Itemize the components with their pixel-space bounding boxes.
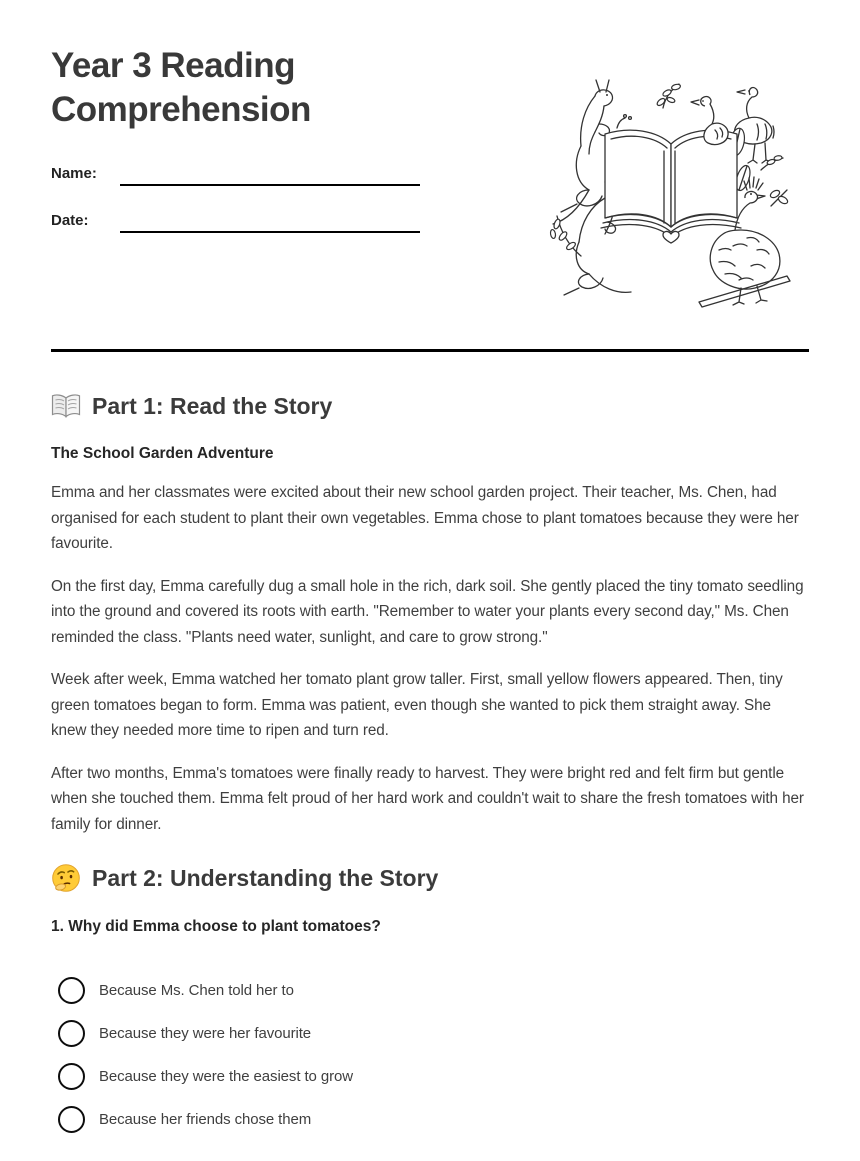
story-paragraph: On the first day, Emma carefully dug a small hole in the rich, dark soil. She gently placed the tiny tomato seedling into the ground and covered its roots with earth. "Remember to water your plants every second day," Ms. Chen reminded the class. "Plants need water, sunlight, and care to grow strong.": [51, 577, 804, 646]
open-book-icon: [51, 393, 81, 420]
radio-button[interactable]: [58, 1020, 85, 1047]
name-label: Name:: [51, 165, 97, 182]
part1-heading-text: Part 1: Read the Story: [92, 393, 333, 419]
header: [0, 0, 860, 352]
radio-button[interactable]: [58, 1106, 85, 1133]
option-label: Because Ms. Chen told her to: [99, 982, 294, 999]
part2-heading: [51, 862, 809, 894]
part1-heading: [51, 390, 809, 422]
date-field: [51, 207, 420, 233]
radio-option-4[interactable]: [51, 1106, 809, 1133]
illustration-svg: [543, 66, 801, 310]
radio-option-1[interactable]: [51, 977, 809, 1004]
option-label: Because they were her favourite: [99, 1025, 312, 1042]
radio-option-3[interactable]: [51, 1063, 809, 1090]
story-title: The School Garden Adventure: [51, 445, 274, 462]
section-divider: [51, 349, 809, 352]
animals-open-book-illustration: [543, 66, 801, 310]
name-input-line[interactable]: [120, 160, 420, 186]
story-paragraph: After two months, Emma's tomatoes were finally ready to harvest. They were bright red and felt firm but gentle when she touched them. Emma felt proud of her hard work and couldn't wait to share the fresh tomatoes with her family for dinner.: [51, 764, 804, 833]
story-paragraph: Emma and her classmates were excited about their new school garden project. Their teacher, Ms. Chen, had organised for each student to plant their own vegetables. Emma chose to plant tomatoes because they were her favourite.: [51, 484, 799, 552]
date-input-line[interactable]: [120, 207, 420, 233]
page-title: Year 3 Reading Comprehension: [51, 46, 311, 129]
part2-heading-text: Part 2: Understanding the Story: [92, 865, 439, 891]
question-1-options: [51, 977, 809, 1133]
radio-button[interactable]: [58, 1063, 85, 1090]
radio-option-2[interactable]: [51, 1020, 809, 1047]
option-label: Because they were the easiest to grow: [99, 1068, 353, 1085]
question-1: 1. Why did Emma choose to plant tomatoes?: [51, 918, 381, 935]
story-paragraph: Week after week, Emma watched her tomato plant grow taller. First, small yellow flowers appeared. Then, tiny green tomatoes began to form. Emma was patient, even though she wanted to pick them straight away. She knew they needed more time to ripen and turn red.: [51, 671, 783, 739]
thinking-face-icon: [51, 863, 81, 893]
radio-button[interactable]: [58, 977, 85, 1004]
option-label: Because her friends chose them: [99, 1111, 312, 1128]
main-content: [0, 390, 860, 1161]
name-field: [51, 160, 420, 186]
date-label: Date:: [51, 212, 89, 229]
